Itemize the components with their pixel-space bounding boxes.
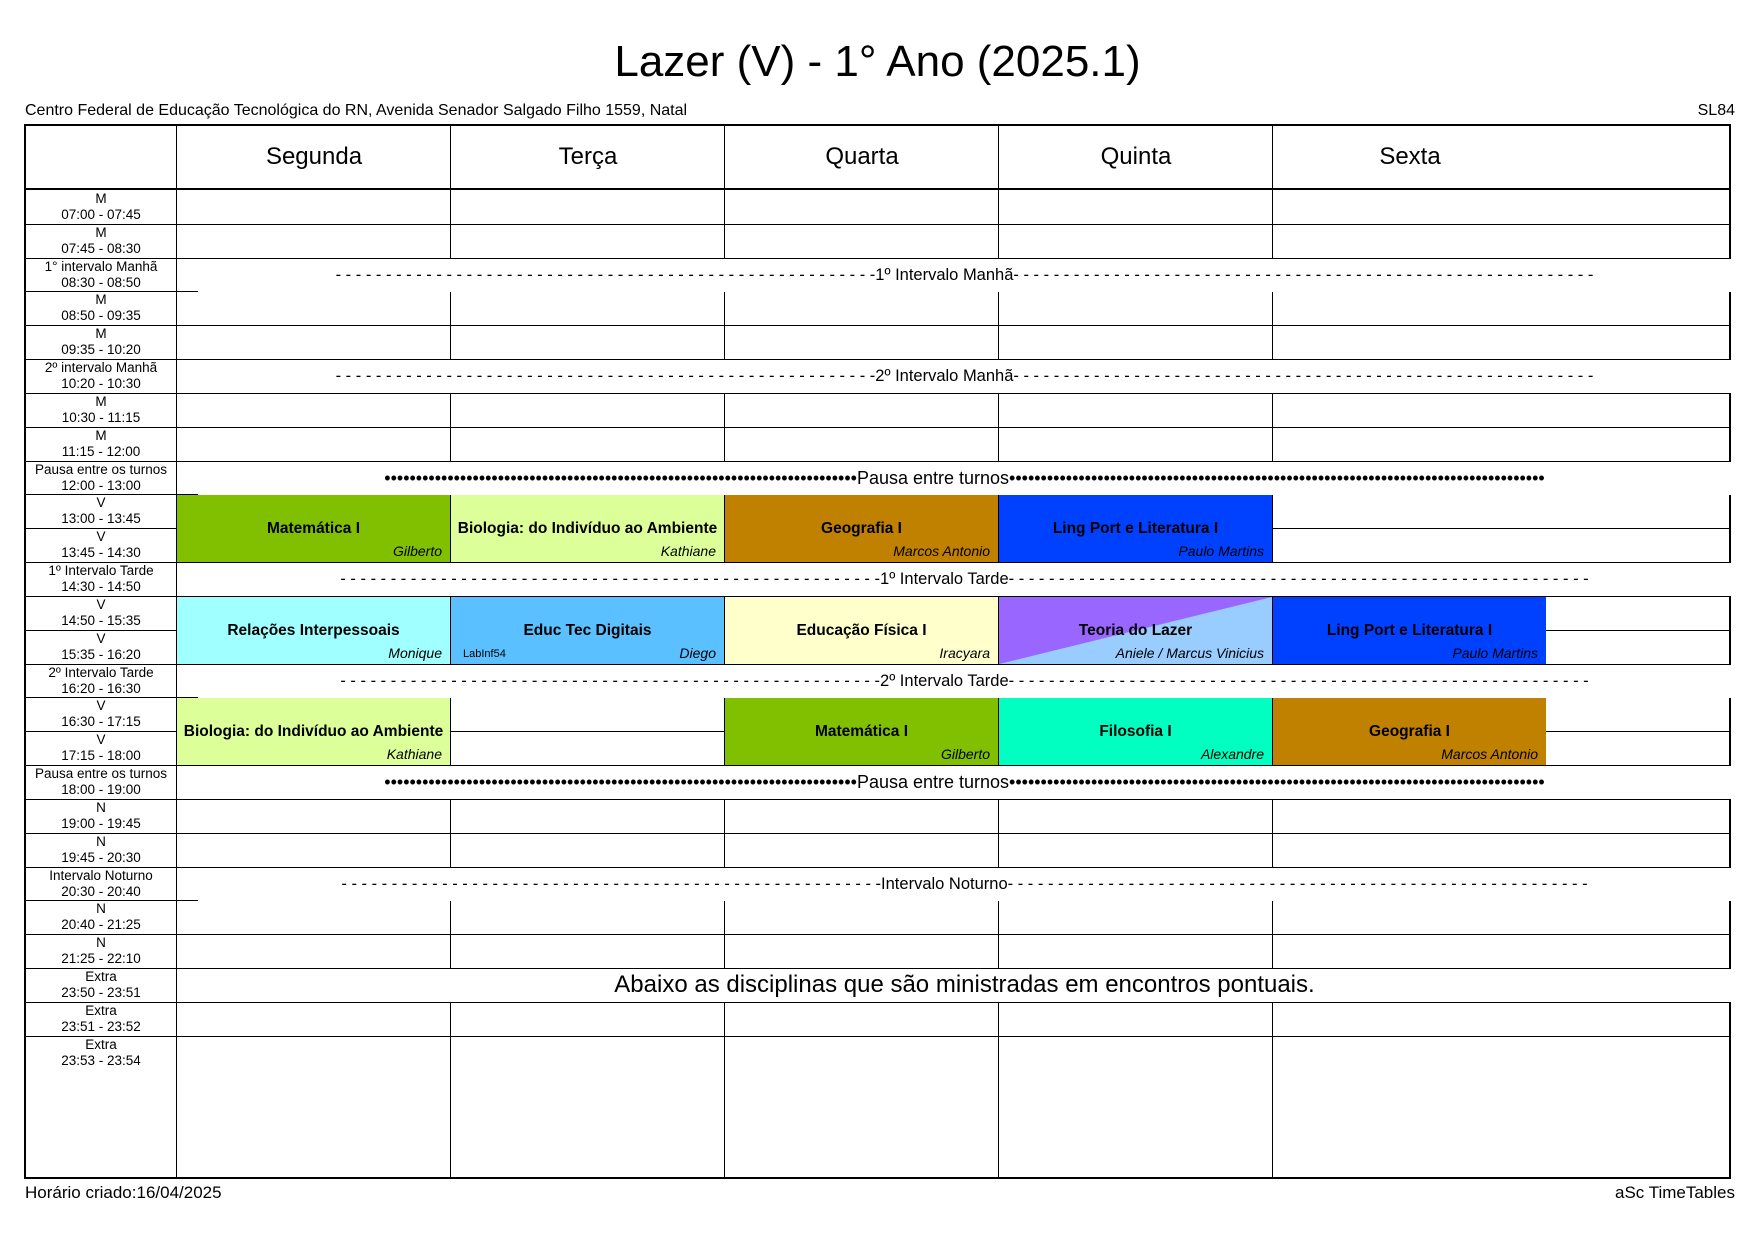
period-name: N <box>96 833 106 849</box>
lesson-card[interactable] <box>1273 597 1546 664</box>
lesson-room: LabInf54 <box>463 648 506 660</box>
band-pausa <box>198 766 1731 799</box>
band-filler: - - - - - - - - - - - - - - - - - - - - - - - - - - - - - - - - - - - - - - - - - - - - - - - - - - - - - - <box>335 366 876 385</box>
period-time: 20:40 - 21:25 <box>61 917 141 933</box>
band-filler: - - - - - - - - - - - - - - - - - - - - - - - - - - - - - - - - - - - - - - - - - - - - - - - - - - - - - - - - - - <box>1007 874 1588 893</box>
period-name: M <box>95 393 107 409</box>
period-name: Pausa entre os turnos <box>34 461 168 477</box>
period-label <box>26 1002 176 1036</box>
period-label <box>26 393 176 427</box>
band-filler: - - - - - - - - - - - - - - - - - - - - - - - - - - - - - - - - - - - - - - - - - - - - - - - - - - - - - - <box>340 671 881 690</box>
lesson-card[interactable] <box>999 495 1272 562</box>
row-divider <box>26 833 1729 834</box>
period-name: V <box>96 732 106 748</box>
period-label <box>26 359 176 393</box>
created-date: Horário criado:16/04/2025 <box>25 1183 222 1202</box>
period-time: 11:15 - 12:00 <box>61 443 141 459</box>
lesson-teacher: Paulo Martins <box>1452 645 1538 661</box>
period-label <box>26 833 176 867</box>
period-name: Extra <box>85 1036 117 1052</box>
band-interval <box>198 665 1731 698</box>
period-label <box>26 224 176 258</box>
band-interval <box>198 563 1731 596</box>
lesson-card[interactable] <box>725 495 998 562</box>
period-label <box>26 596 176 630</box>
period-time: 19:00 - 19:45 <box>61 815 141 831</box>
lesson-subject: Relações Interpessoais <box>227 621 400 639</box>
period-name: V <box>96 495 106 511</box>
page-title: Lazer (V) - 1° Ano (2025.1) <box>614 37 1141 86</box>
period-name: 1° intervalo Manhã <box>44 258 158 274</box>
row-divider <box>26 934 1729 935</box>
lesson-subject: Matemática I <box>814 722 909 740</box>
band-filler: - - - - - - - - - - - - - - - - - - - - - - - - - - - - - - - - - - - - - - - - - - - - - - - - - - - - - - - - - - <box>1013 265 1594 284</box>
period-time: 13:00 - 13:45 <box>61 511 141 527</box>
software-credit: aSc TimeTables <box>1615 1183 1735 1202</box>
band-filler: ••••••••••••••••••••••••••••••••••••••••••••••••••••••••••••••••••••••••••• <box>384 771 857 792</box>
lesson-teacher: Kathiane <box>660 543 716 559</box>
period-name: M <box>95 224 107 240</box>
period-label <box>26 1036 176 1070</box>
period-time: 20:30 - 20:40 <box>61 883 141 899</box>
band-label: 1º Intervalo Tarde <box>880 569 1009 588</box>
period-time: 10:30 - 11:15 <box>61 409 141 425</box>
period-label <box>26 934 176 968</box>
period-time: 09:35 - 10:20 <box>61 342 141 358</box>
period-name: N <box>96 935 106 951</box>
band-extra <box>198 969 1731 1002</box>
period-label <box>26 528 176 562</box>
period-time: 23:50 - 23:51 <box>61 984 141 1000</box>
lesson-subject: Educ Tec Digitais <box>523 621 652 639</box>
lesson-teacher: Gilberto <box>940 746 990 762</box>
band-filler: - - - - - - - - - - - - - - - - - - - - - - - - - - - - - - - - - - - - - - - - - - - - - - - - - - - - - - <box>335 265 876 284</box>
band-interval <box>198 259 1731 292</box>
band-label: 1º Intervalo Manhã <box>875 265 1014 284</box>
lesson-teacher: Paulo Martins <box>1178 543 1264 559</box>
period-time: 13:45 - 14:30 <box>61 545 141 561</box>
band-filler: - - - - - - - - - - - - - - - - - - - - - - - - - - - - - - - - - - - - - - - - - - - - - - - - - - - - - - - - - - <box>1008 569 1589 588</box>
period-name: N <box>96 799 106 815</box>
band-pausa <box>198 462 1731 495</box>
period-time: 10:20 - 10:30 <box>61 376 141 392</box>
row-divider <box>26 799 1729 800</box>
period-label <box>26 562 176 596</box>
row-divider <box>26 393 1729 394</box>
period-label <box>26 799 176 833</box>
period-label <box>26 765 176 799</box>
lesson-subject: Matemática I <box>266 519 361 537</box>
band-interval <box>198 868 1731 901</box>
period-time: 16:20 - 16:30 <box>61 680 141 696</box>
lesson-teacher: Monique <box>388 645 442 661</box>
row-divider <box>26 224 1729 225</box>
period-name: 2º Intervalo Tarde <box>48 664 154 680</box>
period-name: Intervalo Noturno <box>49 867 153 883</box>
lesson-teacher: Alexandre <box>1200 746 1264 762</box>
day-header-sexta: Sexta <box>1379 143 1441 170</box>
period-time: 15:35 - 16:20 <box>61 646 141 662</box>
period-name: V <box>96 698 106 714</box>
period-name: V <box>96 630 106 646</box>
lesson-teacher: Diego <box>679 645 716 661</box>
period-label <box>26 968 176 1002</box>
period-name: V <box>96 596 106 612</box>
period-name: V <box>96 529 106 545</box>
lesson-card[interactable] <box>725 698 998 765</box>
band-interval <box>198 360 1731 393</box>
period-name: Extra <box>85 968 117 984</box>
lesson-subject: Teoria do Lazer <box>1078 621 1193 639</box>
period-time: 08:30 - 08:50 <box>61 274 141 290</box>
row-divider <box>26 325 1729 326</box>
period-time: 23:53 - 23:54 <box>61 1052 141 1068</box>
band-filler: - - - - - - - - - - - - - - - - - - - - - - - - - - - - - - - - - - - - - - - - - - - - - - - - - - - - - - - - - - <box>1008 671 1589 690</box>
room-code: SL84 <box>1697 102 1735 119</box>
lesson-subject: Geografia I <box>821 519 902 537</box>
lesson-subject: Biologia: do Indivíduo ao Ambiente <box>183 722 444 740</box>
band-filler: ••••••••••••••••••••••••••••••••••••••••••••••••••••••••••••••••••••••••••••••••••••• <box>1009 771 1545 792</box>
period-label <box>26 427 176 461</box>
row-divider <box>26 427 1729 428</box>
lesson-subject: Educação Física I <box>796 621 927 639</box>
band-label: Pausa entre turnos <box>856 771 1010 792</box>
period-time: 16:30 - 17:15 <box>61 714 141 730</box>
period-time: 17:15 - 18:00 <box>61 748 141 764</box>
band-filler: ••••••••••••••••••••••••••••••••••••••••••••••••••••••••••••••••••••••••••• <box>384 467 857 488</box>
day-header-quarta: Quarta <box>825 143 899 170</box>
timetable-grid <box>24 124 1731 1179</box>
day-header-quinta: Quinta <box>1100 143 1172 170</box>
period-time: 14:50 - 15:35 <box>61 612 141 628</box>
period-label <box>26 900 176 934</box>
band-filler: - - - - - - - - - - - - - - - - - - - - - - - - - - - - - - - - - - - - - - - - - - - - - - - - - - - - - - <box>340 569 881 588</box>
period-name: M <box>95 292 107 308</box>
lesson-card[interactable] <box>725 597 998 664</box>
period-name: Pausa entre os turnos <box>34 766 168 782</box>
day-header-terça: Terça <box>558 143 618 170</box>
row-divider <box>26 1002 1729 1003</box>
band-label: 2º Intervalo Tarde <box>880 671 1009 690</box>
period-label <box>26 630 176 664</box>
period-label <box>26 190 176 224</box>
band-filler: ••••••••••••••••••••••••••••••••••••••••••••••••••••••••••••••••••••••••••••••••••••• <box>1009 467 1545 488</box>
day-header-segunda: Segunda <box>265 143 363 170</box>
period-name: Extra <box>85 1002 117 1018</box>
period-time: 08:50 - 09:35 <box>61 308 141 324</box>
period-name: M <box>95 190 107 206</box>
header-divider <box>26 188 1729 190</box>
row-divider <box>26 1036 1729 1037</box>
period-time: 23:51 - 23:52 <box>61 1018 141 1034</box>
lesson-card[interactable] <box>177 698 450 765</box>
lesson-subject: Geografia I <box>1369 722 1450 740</box>
band-label: 2º Intervalo Manhã <box>875 366 1014 385</box>
band-filler: - - - - - - - - - - - - - - - - - - - - - - - - - - - - - - - - - - - - - - - - - - - - - - - - - - - - - - - - - - <box>1013 366 1594 385</box>
period-time: 18:00 - 19:00 <box>61 782 141 798</box>
period-label <box>26 867 176 901</box>
period-time: 21:25 - 22:10 <box>61 951 141 967</box>
lesson-card[interactable] <box>451 495 724 562</box>
lesson-card[interactable] <box>999 597 1272 664</box>
period-label <box>26 664 176 698</box>
lesson-card[interactable] <box>177 597 450 664</box>
period-label <box>26 494 176 528</box>
period-time: 19:45 - 20:30 <box>61 849 141 865</box>
lesson-subject: Ling Port e Literatura I <box>1326 621 1493 639</box>
period-name: 2º intervalo Manhã <box>44 360 158 376</box>
band-label: Intervalo Noturno <box>881 874 1008 893</box>
period-label <box>26 697 176 731</box>
period-time: 12:00 - 13:00 <box>61 477 141 493</box>
lesson-card[interactable] <box>451 597 724 664</box>
lesson-teacher: Iracyara <box>939 645 990 661</box>
period-time: 07:00 - 07:45 <box>61 206 141 222</box>
lesson-subject: Ling Port e Literatura I <box>1052 519 1219 537</box>
period-time: 14:30 - 14:50 <box>61 579 141 595</box>
period-name: N <box>96 901 106 917</box>
band-filler: - - - - - - - - - - - - - - - - - - - - - - - - - - - - - - - - - - - - - - - - - - - - - - - - - - - - - - <box>341 874 882 893</box>
period-label <box>26 291 176 325</box>
lesson-card[interactable] <box>1273 698 1546 765</box>
band-label: Abaixo as disciplinas que são ministradas em encontros pontuais. <box>614 971 1315 999</box>
period-time: 07:45 - 08:30 <box>61 240 141 256</box>
lesson-card[interactable] <box>177 495 450 562</box>
period-name: M <box>95 326 107 342</box>
lesson-teacher: Gilberto <box>392 543 442 559</box>
period-label <box>26 731 176 765</box>
lesson-teacher: Aniele / Marcus Vinicius <box>1115 645 1264 661</box>
period-label <box>26 461 176 495</box>
lesson-teacher: Kathiane <box>386 746 442 762</box>
lesson-teacher: Marcos Antonio <box>893 543 990 559</box>
lesson-card[interactable] <box>999 698 1272 765</box>
school-address: Centro Federal de Educação Tecnológica do RN, Avenida Senador Salgado Filho 1559, Natal <box>25 102 688 119</box>
period-name: 1º Intervalo Tarde <box>48 563 154 579</box>
lesson-subject: Filosofia I <box>1099 722 1172 740</box>
lesson-subject: Biologia: do Indivíduo ao Ambiente <box>457 519 718 537</box>
period-label <box>26 325 176 359</box>
lesson-teacher: Marcos Antonio <box>1441 746 1538 762</box>
period-label <box>26 258 176 292</box>
band-label: Pausa entre turnos <box>856 467 1010 488</box>
period-name: M <box>95 427 107 443</box>
